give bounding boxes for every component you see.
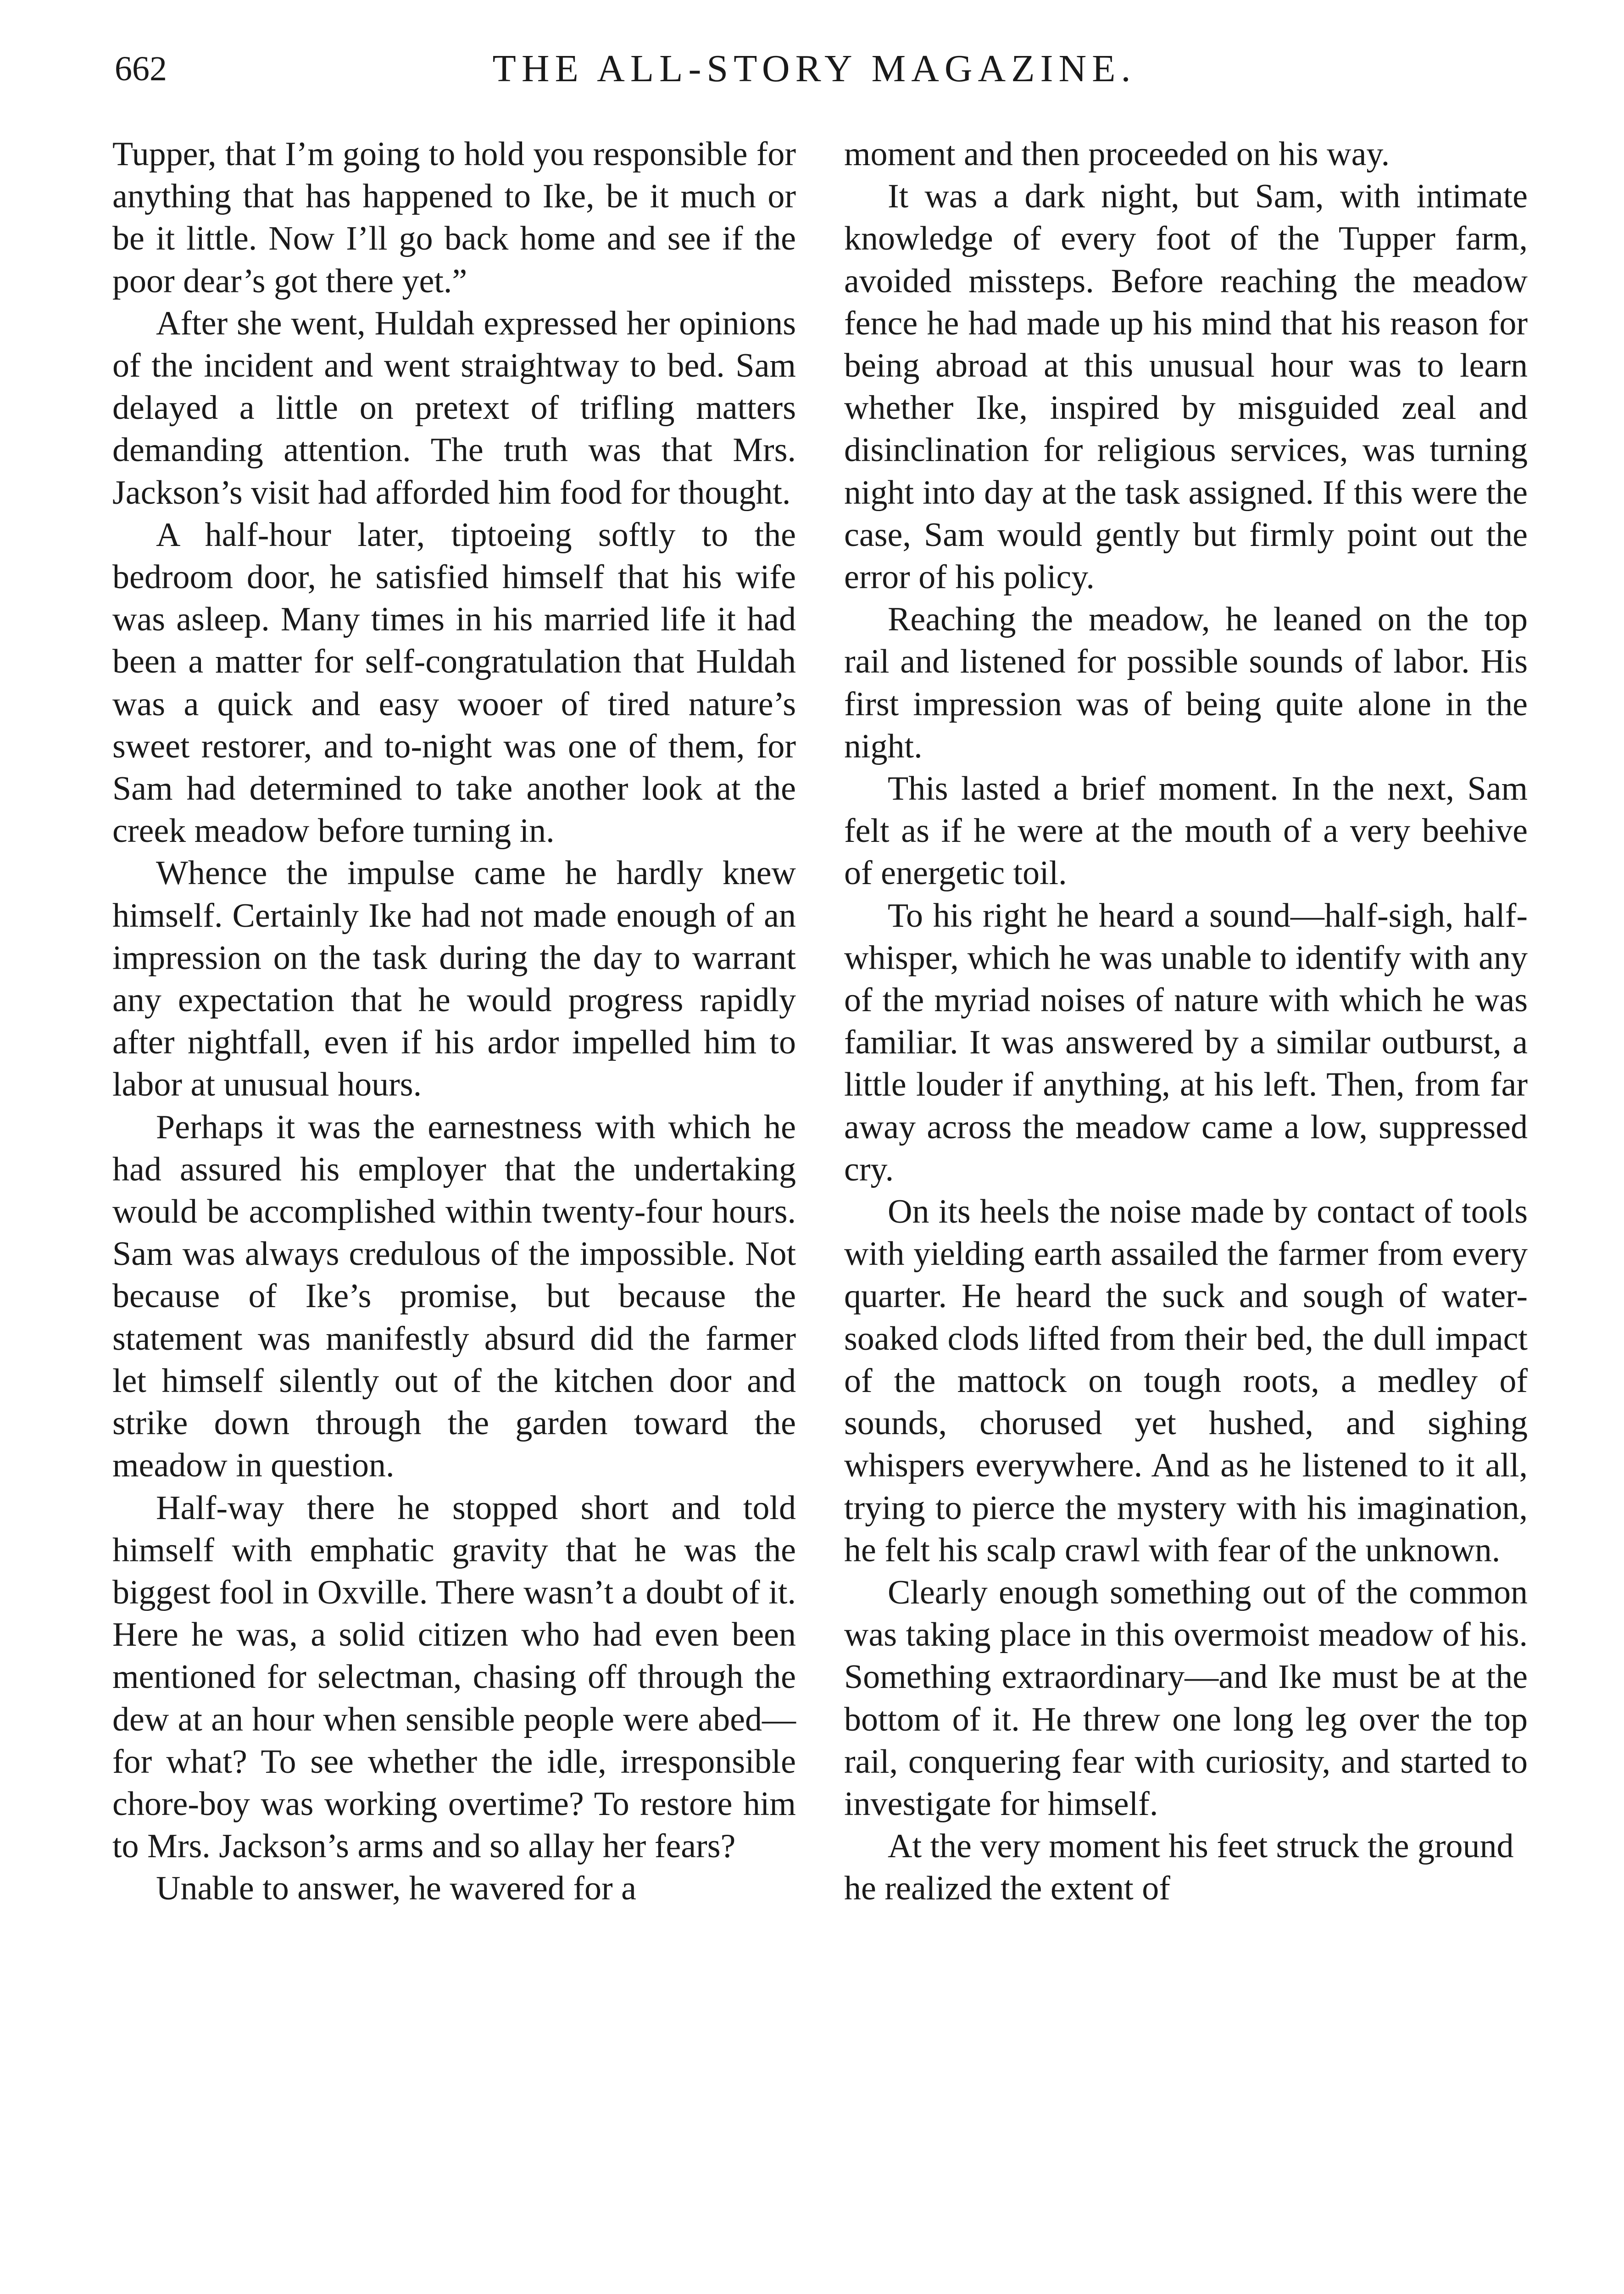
paragraph: Clearly enough something out of the common was taking place in this overmoist meadow of his. Something extraordinary—and Ike must be at the bottom of it. He threw one long leg over the top rail, conquering fear with curiosity, and started to investigate for himself. <box>844 1573 1528 1823</box>
paragraph: Whence the impulse came he hardly knew himself. Certainly Ike had not made enough of an impression on the task during the day to warrant any expectation that he would progress rapidly after nightfall, even if his ardor impelled him to labor at unusual hours. <box>112 854 796 1104</box>
paragraph: Unable to answer, he wavered for a <box>156 1870 636 1908</box>
paragraph: moment and then proceeded on his way. <box>844 135 1390 173</box>
right-column <box>844 133 1528 1910</box>
page-number: 662 <box>115 50 167 88</box>
paragraph: To his right he heard a sound—half-sigh, half-whisper, which he was unable to identify with any of the myriad noises of nature with which he was familiar. It was answered by a similar outburst, a little louder if anything, at his left. Then, from far away across the meadow came a low, suppressed cry. <box>844 896 1528 1188</box>
paragraph: Half-way there he stopped short and told himself with emphatic gravity that he was the biggest fool in Oxville. There wasn’t a doubt of it. Here he was, a solid citizen who had even been mentioned for selectman, chasing off through the dew at an hour when sensible people were abed—for what? To see whether the idle, irresponsible chore-boy was working overtime? To restore him to Mrs. Jackson’s arms and so allay her fears? <box>112 1489 796 1865</box>
paragraph: Reaching the meadow, he leaned on the top rail and listened for possible sounds of labor. His first impression was of being quite alone in the night. <box>844 601 1528 765</box>
paragraph: On its heels the noise made by contact of tools with yielding earth assailed the farmer from every quarter. He heard the suck and sough of water-soaked clods lifted from their bed, the dull impact of the mattock on tough roots, a medley of sounds, chorused yet hushed, and sighing whispers everywhere. And as he listened to it all, trying to pierce the mystery with his imagination, he felt his scalp crawl with fear of the unknown. <box>844 1193 1528 1569</box>
magazine-title: THE ALL-STORY MAGAZINE. <box>492 47 1136 90</box>
paragraph: At the very moment his feet struck the ground he realized the extent of <box>844 1827 1514 1908</box>
paragraph: It was a dark night, but Sam, with intimate knowledge of every foot of the Tupper farm, avoided missteps. Before reaching the meadow fence he had made up his mind that his reason for being abroad at this unusual hour was to learn whether Ike, inspired by misguided zeal and disinclination for religious services, was turning night into day at the task assigned. If this were the case, Sam would gently but firmly point out the error of his policy. <box>844 178 1528 596</box>
paragraph: A half-hour later, tiptoeing softly to the bedroom door, he satisfied himself that his wife was asleep. Many times in his married life it had been a matter for self-congratulation that Huldah was a quick and easy wooer of tired nature’s sweet restorer, and to-night was one of them, for Sam had determined to take another look at the creek meadow before turning in. <box>112 516 796 850</box>
paragraph: Perhaps it was the earnestness with which he had assured his employer that the undertaking would be accomplished within twenty-four hours. Sam was always credulous of the impossible. Not because of Ike’s promise, but because the statement was manifestly absurd did the farmer let himself silently out of the kitchen door and strike down through the garden toward the meadow in question. <box>112 1108 796 1485</box>
paragraph: After she went, Huldah expressed her opinions of the incident and went straightway to bed. Sam delayed a little on pretext of trifling matters demanding attention. The truth was that Mrs. Jackson’s visit had afforded him food for thought. <box>112 304 796 512</box>
left-column <box>112 133 796 1910</box>
paragraph: Tupper, that I’m going to hold you responsible for anything that has happened to Ike, be it much or be it little. Now I’ll go back home and see if the poor dear’s got there yet.” <box>112 135 796 300</box>
running-head <box>115 44 1514 99</box>
paragraph: This lasted a brief moment. In the next, Sam felt as if he were at the mouth of a very beehive of energetic toil. <box>844 770 1528 892</box>
